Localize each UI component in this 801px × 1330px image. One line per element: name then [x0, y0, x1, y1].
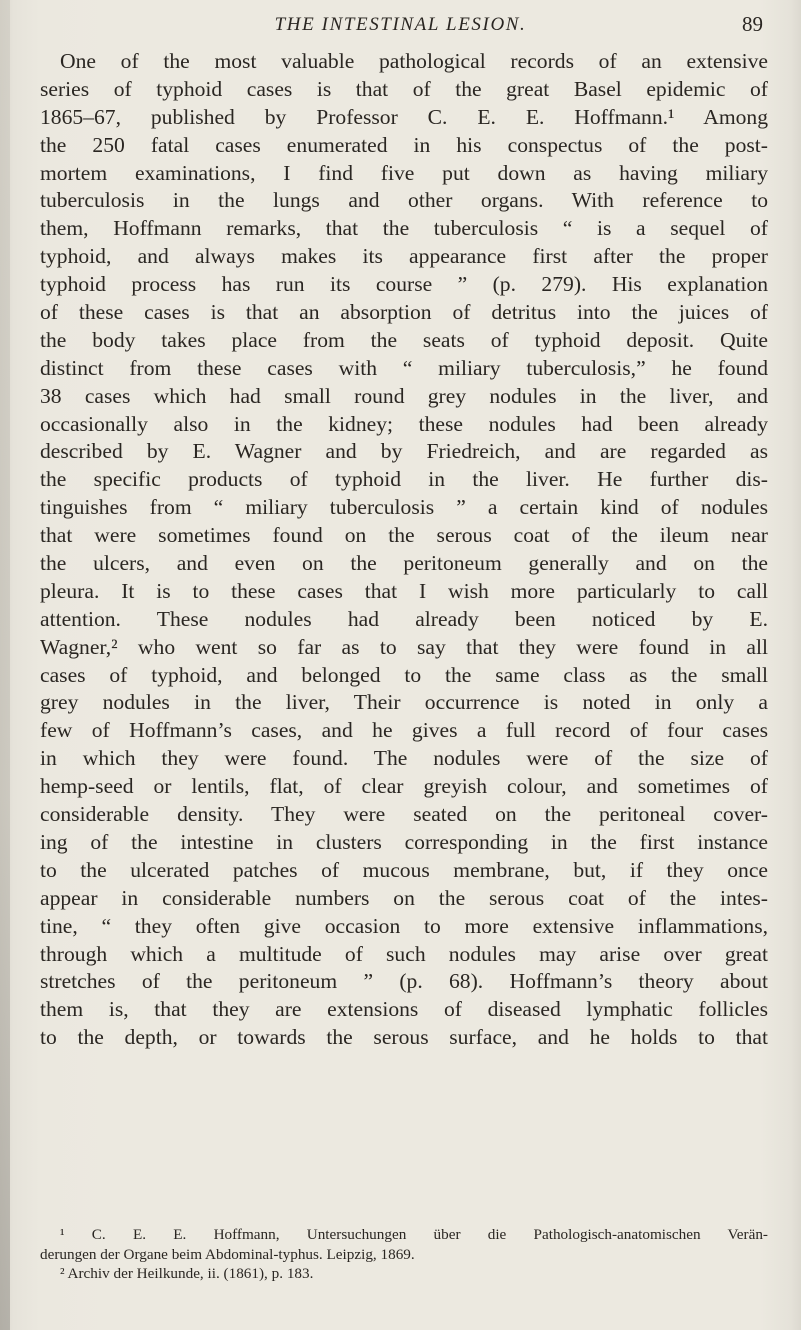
text-line: to the depth, or towards the serous surface, and he holds to that: [40, 1025, 768, 1050]
text-line: considerable density. They were seated on the peritoneal cover-: [40, 802, 768, 827]
footnote-1-line: derungen der Organe beim Abdominal-typhus. Leipzig, 1869.: [40, 1245, 415, 1263]
text-line: grey nodules in the liver, Their occurrence is noted in only a: [40, 690, 768, 715]
text-line: of these cases is that an absorption of detritus into the juices of: [40, 300, 768, 325]
footnote-2-line: ² Archiv der Heilkunde, ii. (1861), p. 183.: [60, 1265, 314, 1282]
text-line: appear in considerable numbers on the serous coat of the intes-: [40, 885, 768, 910]
text-line: hemp-seed or lentils, flat, of clear greyish colour, and sometimes of: [40, 774, 768, 799]
text-line: pleura. It is to these cases that I wish more particularly to call: [40, 578, 768, 603]
text-line: few of Hoffmann’s cases, and he gives a full record of four cases: [40, 718, 768, 743]
text-line: Wagner,² who went so far as to say that they were found in all: [40, 634, 768, 659]
text-line: them is, that they are extensions of diseased lymphatic follicles: [40, 997, 768, 1022]
footnotes: [40, 1225, 768, 1284]
body-paragraph: [40, 48, 768, 1052]
text-line: stretches of the peritoneum ” (p. 68). Hoffmann’s theory about: [40, 969, 768, 994]
text-line: tinguishes from “ miliary tuberculosis ” a certain kind of nodules: [40, 495, 768, 520]
text-line: through which a multitude of such nodules may arise over great: [40, 941, 768, 966]
text-line: to the ulcerated patches of mucous membrane, but, if they once: [40, 857, 768, 882]
page-gutter-shadow: [0, 0, 10, 1330]
text-line: the ulcers, and even on the peritoneum generally and on the: [40, 551, 768, 576]
text-line: distinct from these cases with “ miliary tuberculosis,” he found: [40, 355, 768, 380]
text-line: ing of the intestine in clusters corresponding in the first instance: [40, 829, 768, 854]
page-number: 89: [742, 12, 763, 36]
text-line: One of the most valuable pathological records of an extensive: [60, 49, 768, 73]
page-header: [0, 8, 801, 38]
text-line: the specific products of typhoid in the liver. He further dis-: [40, 467, 768, 492]
text-line: typhoid process has run its course ” (p. 279). His explanation: [40, 272, 768, 297]
text-line: attention. These nodules had already been noticed by E.: [40, 606, 768, 631]
text-line: described by E. Wagner and by Friedreich, and are regarded as: [40, 439, 768, 464]
text-line: the body takes place from the seats of typhoid deposit. Quite: [40, 327, 768, 352]
text-line: in which they were found. The nodules were of the size of: [40, 746, 768, 771]
text-line: that were sometimes found on the serous coat of the ileum near: [40, 523, 768, 548]
text-line: 38 cases which had small round grey nodules in the liver, and: [40, 383, 768, 408]
text-line: tine, “ they often give occasion to more extensive inflammations,: [40, 913, 768, 938]
text-line: tuberculosis in the lungs and other organs. With reference to: [40, 188, 768, 213]
text-line: cases of typhoid, and belonged to the same class as the small: [40, 662, 768, 687]
footnote-1-line: ¹ C. E. E. Hoffmann, Untersuchungen über die Pathologisch-anatomischen Verän-: [60, 1226, 768, 1243]
text-line: the 250 fatal cases enumerated in his conspectus of the post-: [40, 132, 768, 157]
text-line: series of typhoid cases is that of the great Basel epidemic of: [40, 76, 768, 101]
text-line: 1865–67, published by Professor C. E. E. Hoffmann.¹ Among: [40, 104, 768, 129]
text-line: them, Hoffmann remarks, that the tuberculosis “ is a sequel of: [40, 216, 768, 241]
running-title: THE INTESTINAL LESION.: [274, 14, 527, 35]
text-line: occasionally also in the kidney; these nodules had been already: [40, 411, 768, 436]
text-line: typhoid, and always makes its appearance first after the proper: [40, 244, 768, 269]
text-line: mortem examinations, I find five put down as having miliary: [40, 160, 768, 185]
